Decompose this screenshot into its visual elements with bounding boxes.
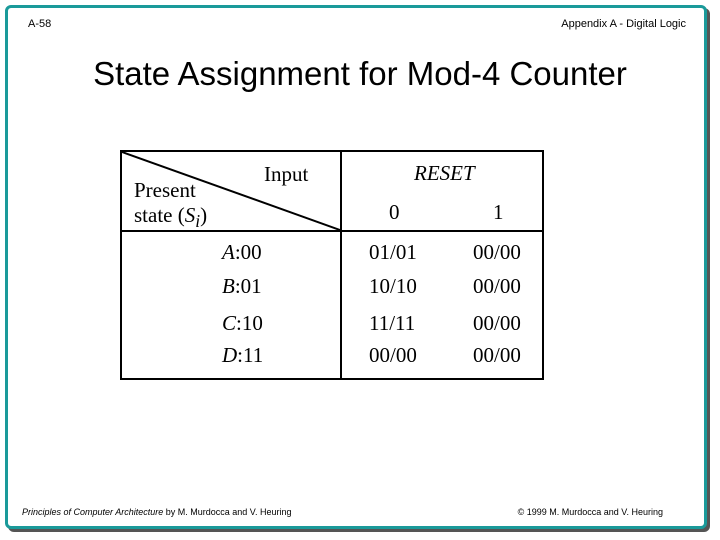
- state-label: [134, 203, 207, 232]
- footer-book-credit: [22, 507, 291, 517]
- state-name: C: [222, 311, 237, 335]
- state-cell: [222, 240, 262, 265]
- state-cell: [222, 311, 263, 336]
- state-label-text: state (: [134, 203, 185, 227]
- state-label-close: ): [200, 203, 208, 227]
- state-code: :10: [236, 311, 263, 335]
- state-code: :01: [234, 274, 262, 298]
- section-title: Appendix A - Digital Logic: [561, 18, 686, 30]
- state-cell: [222, 274, 262, 299]
- reset-label: RESET: [414, 161, 475, 185]
- footer-book-title: Principles of Computer Architecture: [22, 507, 164, 517]
- table-row: [122, 274, 542, 300]
- table-row: [122, 343, 542, 369]
- footer-book-authors: by M. Murdocca and V. Heuring: [163, 507, 292, 517]
- column-header-1: 1: [493, 200, 504, 224]
- next-state-reset-1: 00/00: [473, 274, 521, 298]
- state-cell: [222, 343, 263, 368]
- column-header-0: 0: [389, 200, 400, 224]
- state-symbol: S: [184, 203, 196, 227]
- next-state-reset-0: 11/11: [369, 311, 416, 335]
- state-name: A: [222, 240, 235, 264]
- state-subscript: i: [195, 211, 201, 232]
- slide-number: A-58: [28, 18, 52, 30]
- next-state-reset-0: 00/00: [369, 343, 417, 367]
- state-name: D: [222, 343, 238, 367]
- state-name: B: [222, 274, 235, 298]
- next-state-reset-1: 00/00: [473, 311, 521, 335]
- next-state-reset-1: 00/00: [473, 240, 521, 264]
- state-code: :00: [234, 240, 262, 264]
- state-code: :11: [237, 343, 264, 367]
- footer-copyright: © 1999 M. Murdocca and V. Heuring: [517, 507, 663, 517]
- next-state-reset-0: 10/10: [369, 274, 417, 298]
- present-label: Present: [134, 178, 196, 202]
- table-row: [122, 240, 542, 266]
- page-title: State Assignment for Mod-4 Counter: [93, 55, 627, 92]
- next-state-reset-1: 00/00: [473, 343, 521, 367]
- table-row: [122, 311, 542, 337]
- input-label: Input: [264, 162, 309, 186]
- state-assignment-table: [120, 150, 544, 380]
- next-state-reset-0: 01/01: [369, 240, 417, 264]
